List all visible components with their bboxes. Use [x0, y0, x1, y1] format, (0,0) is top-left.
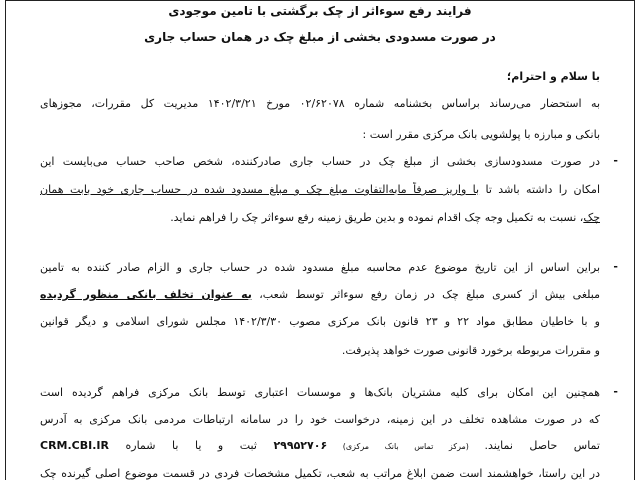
para2-line-1: براین اساس از این تاریخ موضوع عدم محاسبه مبلغ مسدود شده در حساب جاری و الزام صادر کننده به تامین: [40, 261, 600, 274]
para2-line-2-pre: مبلغی بیش از کسری مبلغ چک در زمان رفع سوءاثر توسط شعب،: [251, 288, 600, 301]
para1-line-1: در صورت مسدودسازی بخشی از مبلغ چک در حساب جاری صادرکننده، شخص صاحب حساب می‌بایست این: [40, 155, 600, 168]
para1-line-2-pre: امکان را داشته باشد تا: [479, 183, 600, 196]
bullet-2: -: [613, 260, 618, 273]
page-border-top: [5, 0, 635, 1]
para1-line-3-underlined: چک: [583, 211, 600, 224]
para3-line-4-partial: در این راستا، خواهشمند است ضمن ابلاغ مراتب به شعب، تکمیل مشخصات فردی در قسمت موضوع اصلی گیرنده چک: [40, 467, 600, 480]
intro-line-2: بانکی و مبارزه با پولشویی بانک مرکزی مقرر است :: [362, 128, 600, 141]
para3-line-3-note: (مرکز تماس بانک مرکزی): [327, 442, 485, 451]
para1-line-3-post: ، نسبت به تکمیل وجه چک اقدام نموده و بدین طریق زمینه رفع سوءاثر چک را فراهم نماید.: [170, 211, 584, 224]
bullet-1: -: [613, 154, 618, 167]
para3-line-3: [40, 438, 600, 455]
document-subtitle: در صورت مسدودی بخشی از مبلغ چک در همان حساب جاری: [144, 30, 496, 44]
bullet-3: -: [613, 385, 618, 398]
para1-line-2-underlined: با واریز صرفاً مابه‌التفاوت مبلغ چک و مبلغ مسدود شده در حساب جاری خود بابت همان: [40, 183, 480, 196]
page-border-left: [5, 0, 6, 480]
para3-line-1: همچنین این امکان برای کلیه مشتریان بانک‌ها و موسسات اعتباری توسط بانک مرکزی فراهم گردیده است: [40, 386, 600, 399]
para2-line-4: و مقررات مربوطه برخورد قانونی صورت خواهد پذیرفت.: [341, 344, 600, 357]
intro-line-1: به استحضار می‌رساند براساس بخشنامه شماره ۰۲/۶۲۰۷۸ مورخ ۱۴۰۲/۳/۲۱ مدیریت کل مقررات، مجوزهای: [40, 97, 600, 110]
para1-line-3: [40, 210, 600, 226]
para1-line-2: [40, 182, 600, 198]
para2-line-3: و با خاطیان مطابق مواد ۲۲ و ۲۳ قانون بانک مرکزی مصوب ۱۴۰۲/۳/۳۰ مجلس شورای اسلامی و دیگر قوانین: [40, 315, 600, 328]
para3-line-3-mid: ثبت و یا با شماره: [108, 439, 274, 452]
para3-line-3-end: تماس حاصل نمایند.: [484, 439, 600, 452]
phone-number: ۲۹۹۵۲۷۰۶: [273, 439, 328, 452]
document-title: فرایند رفع سوءاثر از چک برگشتی با تامین موجودی: [168, 4, 472, 18]
para2-line-2-underlined: به عنوان تخلف بانکی منظور گردیده: [40, 288, 252, 301]
para2-line-2: [40, 287, 600, 303]
greeting: با سلام و احترام؛: [506, 70, 600, 83]
crm-url-link[interactable]: CRM.CBI.IR: [40, 439, 109, 452]
para3-line-2: که در صورت مشاهده تخلف در این زمینه، درخواست خود را در سامانه ارتباطات مردمی بانک مرکزی به آدرس: [40, 413, 600, 426]
page-border-right: [634, 0, 635, 480]
